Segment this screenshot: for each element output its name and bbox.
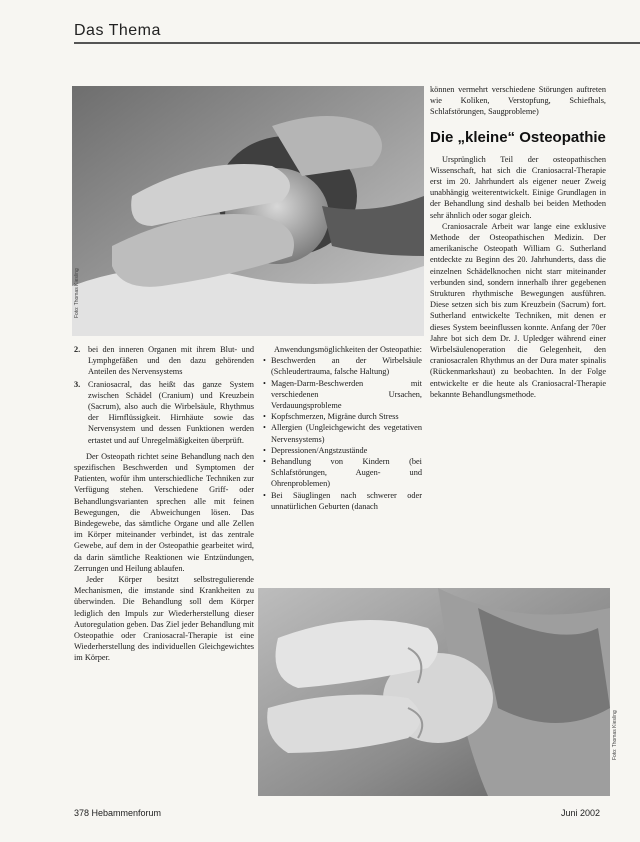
article-headline: Die „kleine“ Osteopathie: [430, 128, 606, 146]
section-title: Das Thema: [74, 22, 161, 39]
paragraph: Der Osteopath richtet seine Behandlung nach den spezifischen Beschwerden und Symptomen der Patienten, wofür ihm unterschiedliche Techniken zur Verfügung stehen. Verschiedene Griff- oder Behandlungsvarianten sprechen alle mit feinen Bewegungen, die Abweichungen lösen. Das Bindegewebe, das sämtliche Organe und alle Zellen im Körper miteinander verbindet, ist das zentrale Gewebe, auf dem in der Osteopathie gearbeitet wird, da darin sämtliche Reaktionen wie Entzündungen, Zerrungen und Heilung ablaufen.: [74, 451, 254, 573]
column-b: [262, 344, 422, 512]
bullet-item: • Beschwerden an der Wirbelsäule (Schleudertrauma, falsche Haltung): [271, 355, 422, 377]
photo-credit-top: Foto: Thomas Kiesling: [74, 268, 80, 318]
list-intro: Anwendungsmöglichkeiten der Osteopathie:: [274, 345, 422, 354]
bullet-item: • Depressionen/Angstzustände: [271, 445, 422, 456]
paragraph: Ursprünglich Teil der osteopathischen Wissenschaft, hat sich die Craniosacral-Therapie erst im 20. Jahrhundert als eigener neuer Zweig unabhängig weiterentwickelt. Einige Grundlagen in der Behandlung sind deshalb bei beiden Methoden sehr ähnlich oder sogar gleich.: [430, 154, 606, 220]
photo-credit-bottom: Foto: Thomas Kiesling: [612, 710, 618, 760]
column-a: [74, 344, 254, 664]
column-c: [430, 84, 606, 400]
list-item: 2. bei den inneren Organen mit ihrem Blut- und Lymphgefäßen und den dazu gehörenden Anteilen des Nervensystems: [74, 345, 254, 377]
bullet-item: • Magen-Darm-Beschwerden mit verschiedenen Ursachen, Verdauungsprobleme: [271, 378, 422, 412]
issue-date: Juni 2002: [560, 808, 600, 818]
bullet-item: • Behandlung von Kindern (bei Schlafstörungen, Augen- und Ohrenproblemen): [271, 456, 422, 490]
list-item: 3. Craniosacral, das heißt das ganze System zwischen Schädel (Cranium) und Kreuzbein (Sacrum), also auch die Wirbelsäule, Rhythmus der Hirnflüssigkeit. Hirnhäute sowie das Nervensystem und dessen Funktionen werden ertastet und auf Unregelmäßigkeiten überprüft.: [74, 379, 254, 445]
photo-hands-on-head: [72, 86, 424, 336]
page-number-magazine: 378 Hebammenforum: [74, 808, 162, 818]
bullet-item: • Bei Säuglingen nach schwerer oder unnatürlichen Geburten (danach: [271, 490, 422, 512]
paragraph: Craniosacrale Arbeit war lange eine exklusive Methode der Osteopathischen Medizin. Der amerikanische Osteopath William G. Sutherland entdeckte zu Beginn des 20. Jahrhunderts, dass die einzelnen Schädelknochen nicht starr miteinander verbunden sind, sondern innerhalb ihrer gegebenen Strukturen rhythmische Bewegungen ausführen. Diese setzen sich bis zum Kreuzbein (Sacrum) fort. Sutherland entwickelte Techniken, mit denen er dieses System beeinflussen konnte. Anfang der 70er Jahre bot sich dem Dr. J. Upledger während einer Wirbelsäulenoperation die Gelegenheit, den craniosacralen Rhythmus an der Dura mater spinalis (Rückenmarkshaut) zu beobachten. In der Folge entwickelte er die heute als Craniosacral-Therapie bekannte Behandlungsmethode.: [430, 221, 606, 399]
header-rule: [74, 42, 640, 44]
bullet-item: • Kopfschmerzen, Migräne durch Stress: [271, 411, 422, 422]
paragraph: können vermehrt verschiedene Störungen auftreten wie Koliken, Verstopfung, Schiefhals, Schlafstörungen, Saugprobleme): [430, 85, 606, 117]
bullet-item: • Allergien (Ungleichgewicht des vegetativen Nervensystems): [271, 422, 422, 444]
paragraph: Jeder Körper besitzt selbstregulierende Mechanismen, die imstande sind Krankheiten zu überwinden. Die Behandlung soll dem Körper lediglich den Impuls zur Wiederherstellung dieser Autoregulation geben. Das Ziel jeder Behandlung mit Osteopathie oder Craniosacral-Therapie ist eine Wiederherstellung des individuellen Gleichgewichtes im Körper.: [74, 575, 254, 663]
photo-hands-on-baby: [258, 588, 610, 796]
